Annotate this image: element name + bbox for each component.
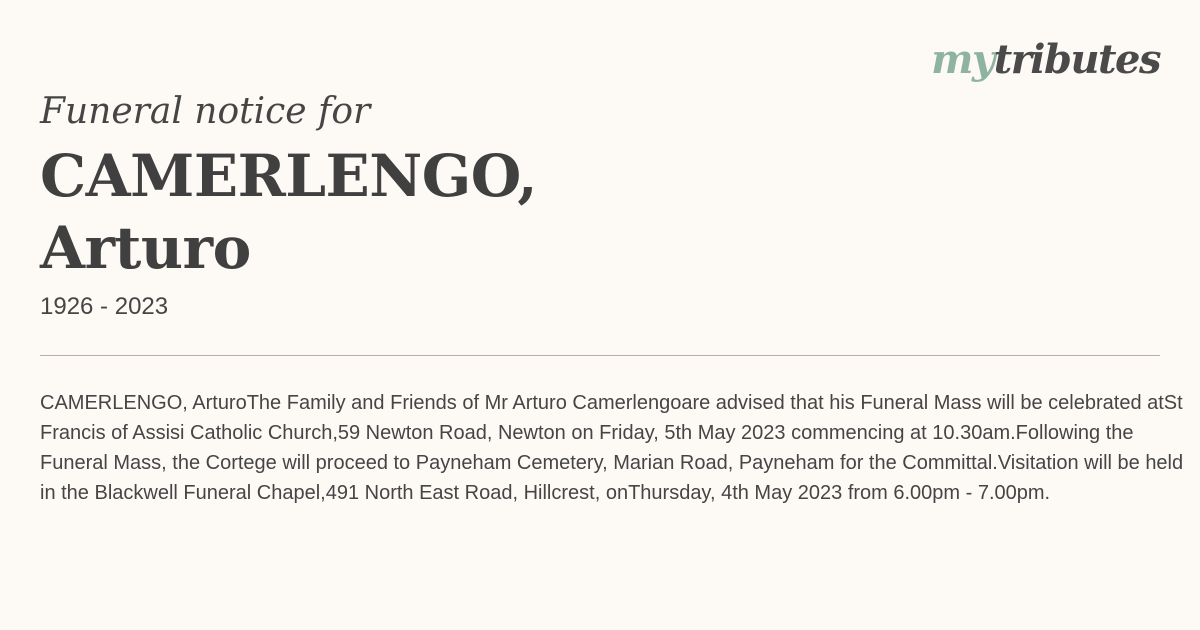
mytributes-logo [931,34,1160,86]
notice-heading-prefix: Funeral notice for [40,91,371,132]
divider [40,355,1160,356]
life-dates: 1926 - 2023 [40,293,169,320]
logo-my-text: my [931,36,994,83]
deceased-given-name: Arturo [40,214,251,282]
notice-body: CAMERLENGO, ArturoThe Family and Friends of Mr Arturo Camerlengoare advised that his Funeral Mass will be celebrated atSt Francis of Assisi Catholic Church,59 Newton Road, Newton on Friday, 5th May 2023 commencing at 10.30am.Following the Funeral Mass, the Cortege will proceed to Payneham Cemetery, Marian Road, Payneham for the Committal.Visitation will be held in the Blackwell Funeral Chapel,491 North East Road, Hillcrest, onThursday, 4th May 2023 from 6.00pm - 7.00pm. [40,392,1184,504]
deceased-surname: CAMERLENGO, [40,142,538,210]
logo-tributes-text: tributes [993,36,1160,83]
deceased-name [40,140,537,284]
